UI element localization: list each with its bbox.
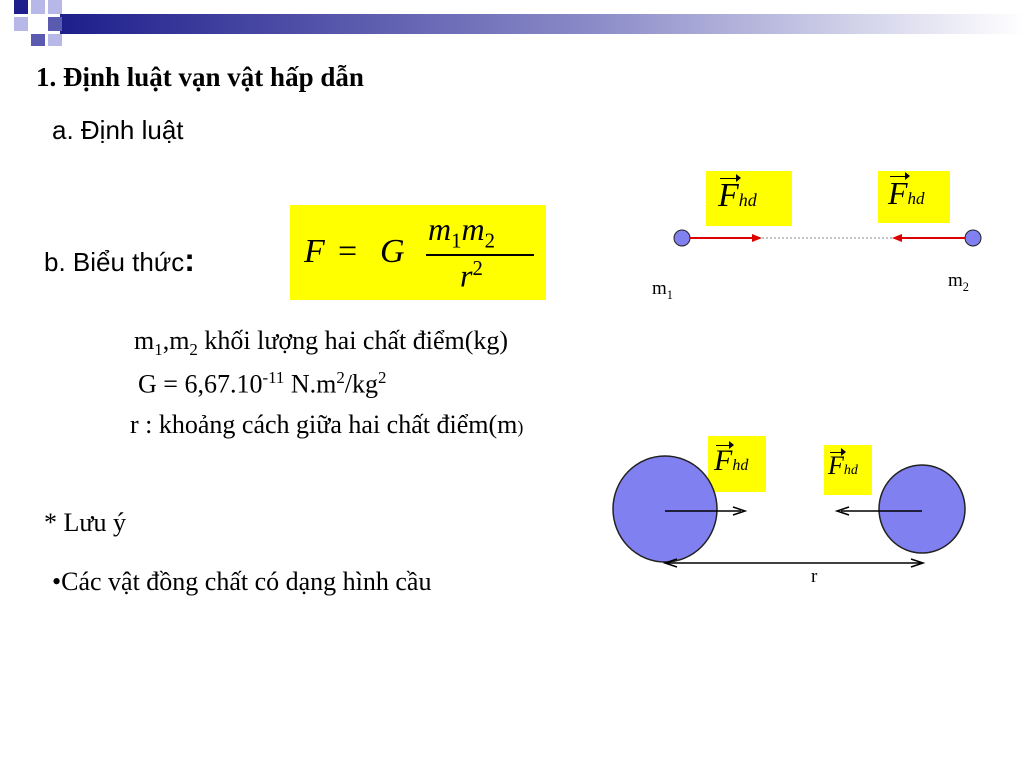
definition-distance: r : khoảng cách giữa hai chất điểm(m) <box>130 410 524 439</box>
bottom-diagram <box>605 455 975 575</box>
note-heading: * Lưu ý <box>44 508 126 537</box>
sphere-2 <box>879 465 965 553</box>
mass-1-point <box>674 230 690 246</box>
mass-2-point <box>965 230 981 246</box>
section-b-heading <box>44 242 195 279</box>
mass-1-label: $m_1$ <box>652 278 673 302</box>
formula-denominator: $r^2$ <box>460 257 483 294</box>
definition-masses: $m_1,m_2$ khối lượng hai chất điểm(kg) <box>134 326 509 360</box>
bottom-force-label-right: Fhd <box>824 445 872 495</box>
formula-equals: = <box>338 233 358 270</box>
force-arrow-right-head <box>752 234 762 242</box>
header-decoration <box>0 0 1024 46</box>
top-diagram <box>660 222 990 256</box>
force-arrow-left-head <box>892 234 902 242</box>
note-bullet: •Các vật đồng chất có dạng hình cầu <box>52 567 432 596</box>
page-title: 1. Định luật vạn vật hấp dẫn <box>36 62 364 92</box>
top-force-label-left: Fhd <box>706 171 792 226</box>
mass-2-label: $m_2$ <box>948 270 969 294</box>
formula-F: F <box>304 233 325 270</box>
formula-box <box>290 205 546 300</box>
formula-numerator: $m_1m_2$ <box>428 211 496 253</box>
section-b-label: b. Biểu thức <box>44 247 185 277</box>
bottom-force-label-left: Fhd <box>708 436 766 492</box>
distance-label: r <box>811 566 818 587</box>
section-b-colon: : <box>184 242 195 278</box>
section-a-heading: a. Định luật <box>52 115 184 145</box>
formula-G: G <box>380 233 405 270</box>
formula-fraction-bar <box>426 254 534 256</box>
top-force-label-right: Fhd <box>878 171 950 223</box>
definition-g-constant: $G = 6,67.10^{-11}$ $N.m^2/kg^2$ <box>138 368 387 399</box>
sphere-1 <box>613 456 717 562</box>
